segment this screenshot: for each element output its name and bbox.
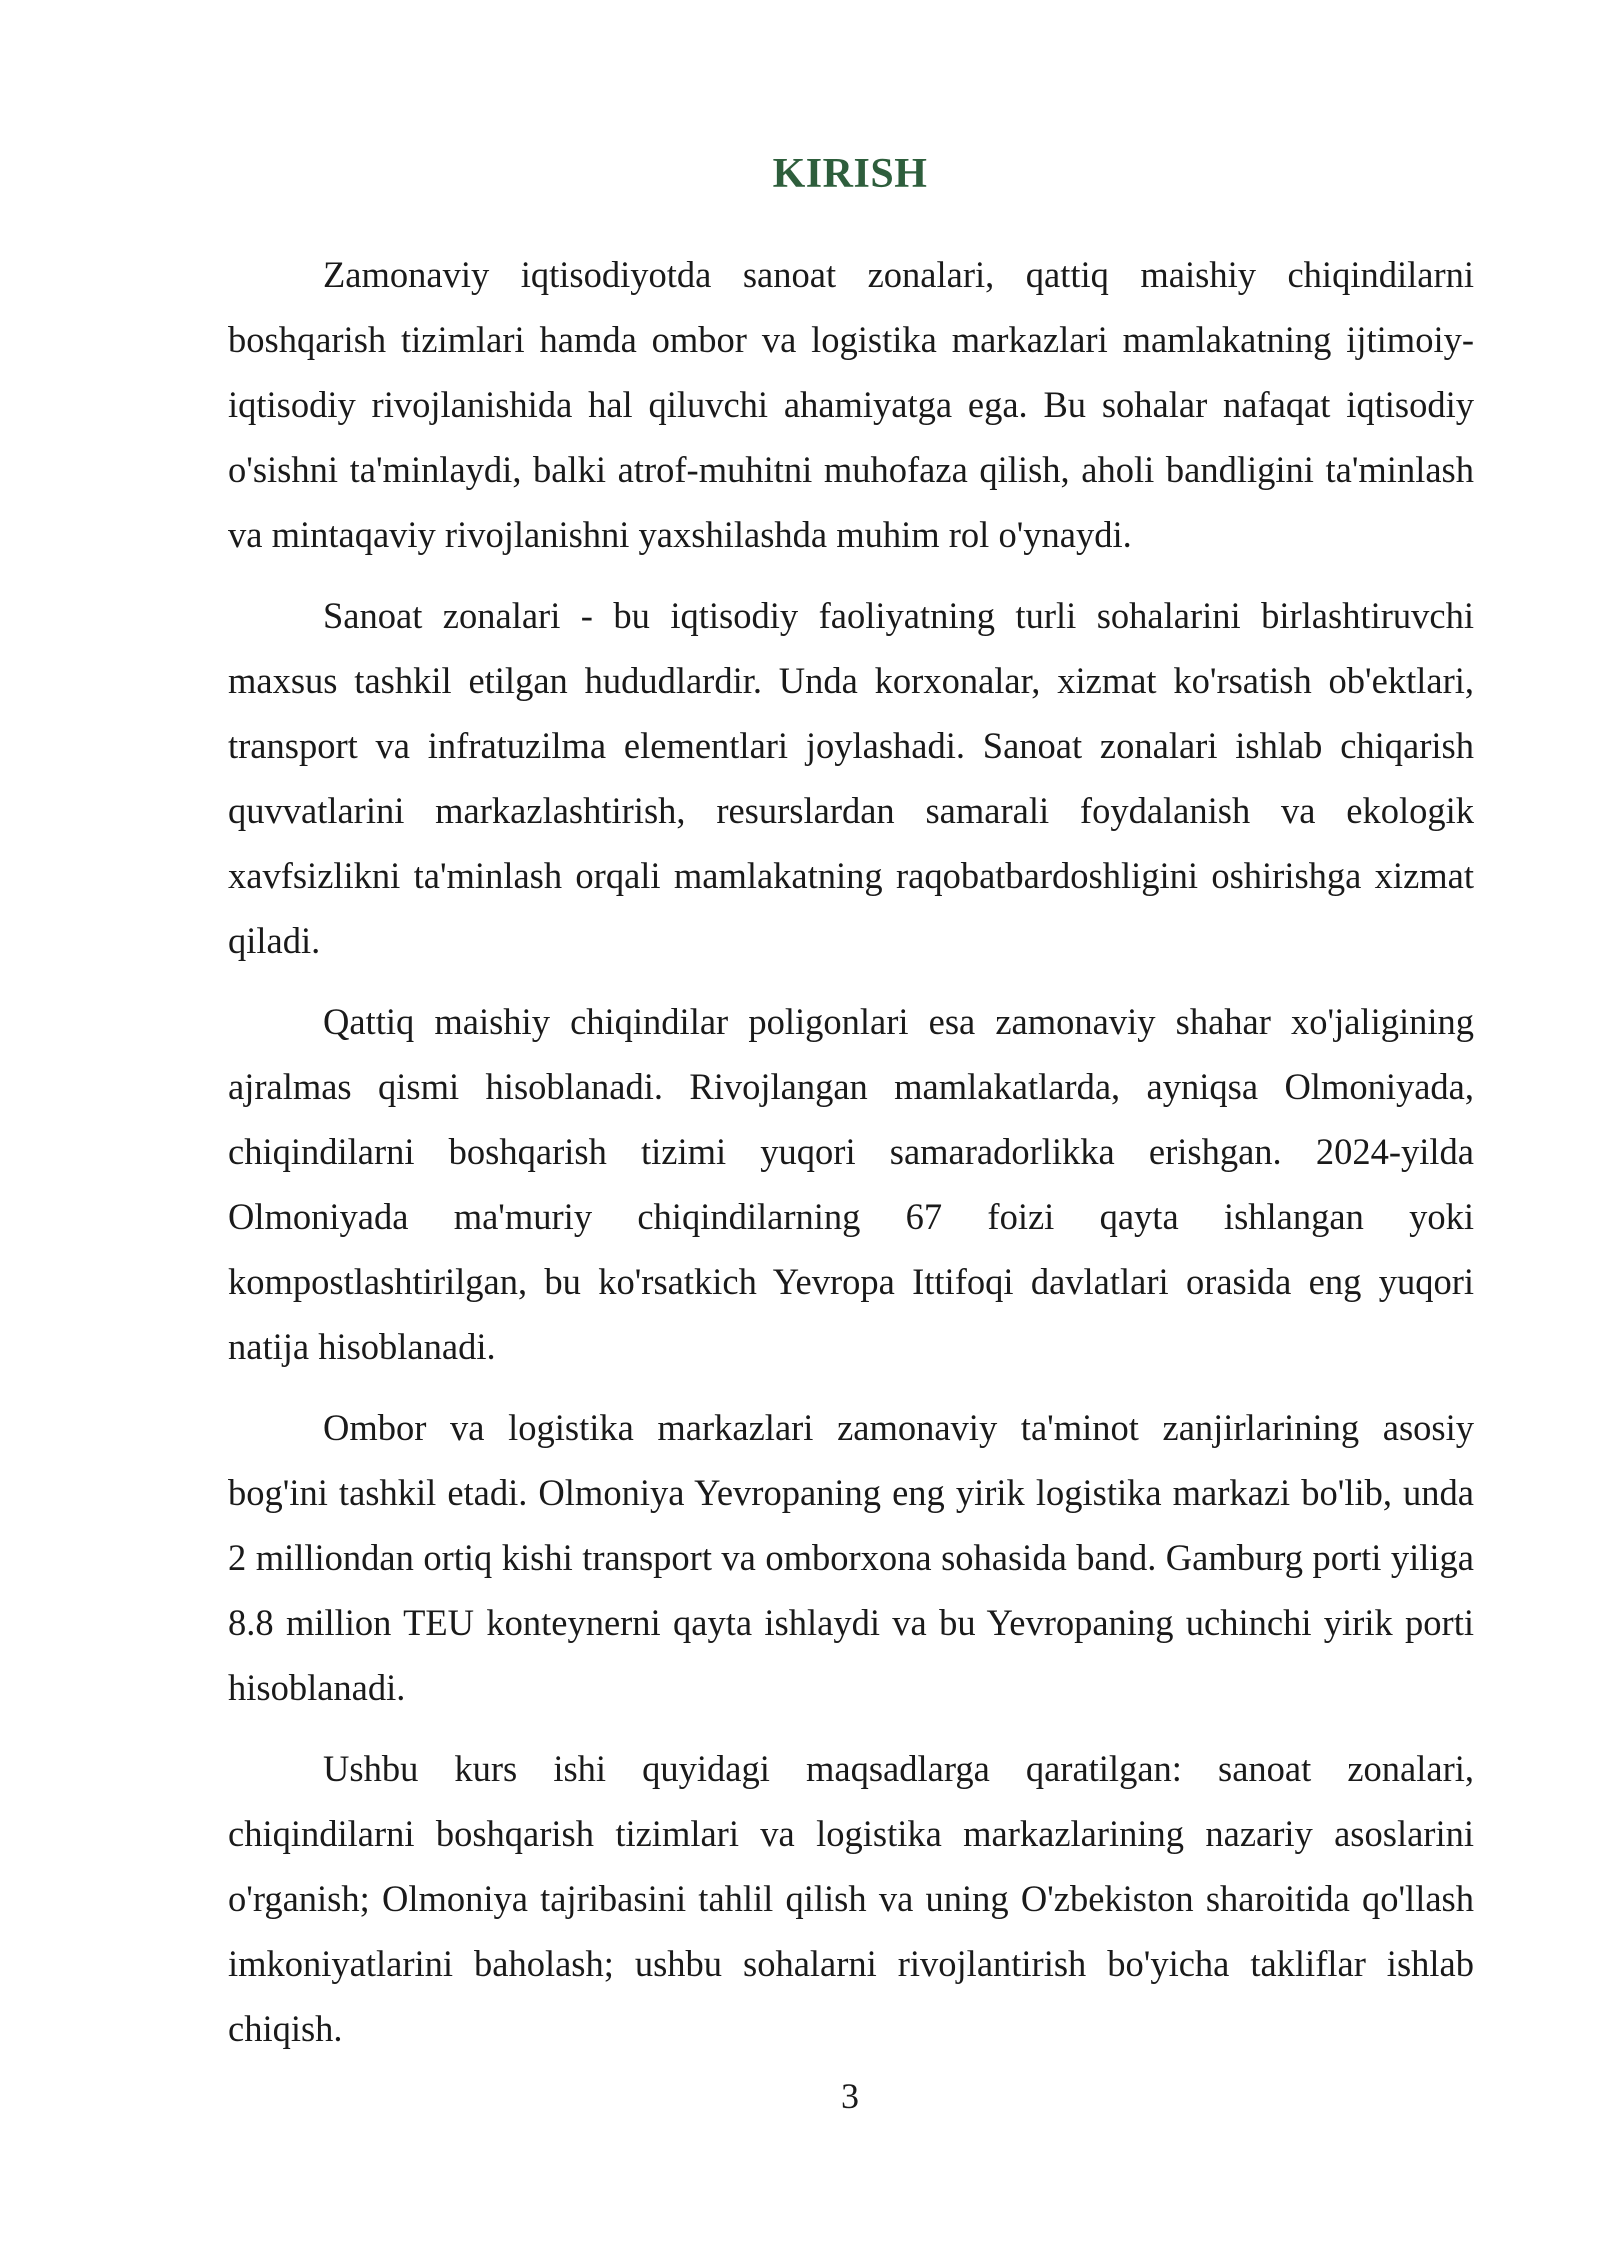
section-title: KIRISH — [772, 151, 928, 197]
body-text — [228, 242, 1474, 2077]
paragraph-logistics-centers: Ombor va logistika markazlari zamonaviy ta'minot zanjirlarining asosiy bog'ini tashkil etadi. Olmoniya Yevropaning eng yirik logistika markazi bo'lib, unda 2 milliondan ortiq kishi transport va omborxona sohasida band. Gamburg porti yiliga 8.8 million TEU konteynerni qayta ishlaydi va bu Yevropaning uchinchi yirik porti hisoblanadi. — [228, 1407, 1474, 1708]
paragraph-intro: Zamonaviy iqtisodiyotda sanoat zonalari, qattiq maishiy chiqindilarni boshqarish tizimlari hamda ombor va logistika markazlari mamlakatning ijtimoiy-iqtisodiy rivojlanishida hal qiluvchi ahamiyatga ega. Bu sohalar nafaqat iqtisodiy o'sishni ta'minlaydi, balki atrof-muhitni muhofaza qilish, aholi bandligini ta'minlash va mintaqaviy rivojlanishni yaxshilashda muhim rol o'ynaydi. — [228, 254, 1474, 555]
paragraph-waste-landfills: Qattiq maishiy chiqindilar poligonlari esa zamonaviy shahar xo'jaligining ajralmas qismi hisoblanadi. Rivojlangan mamlakatlarda, ayniqsa Olmoniyada, chiqindilarni boshqarish tizimi yuqori samaradorlikka erishgan. 2024-yilda Olmoniyada ma'muriy chiqindilarning 67 foizi qayta ishlangan yoki kompostlashtirilgan, bu ko'rsatkich Yevropa Ittifoqi davlatlari orasida eng yuqori natija hisoblanadi. — [228, 1001, 1474, 1367]
paragraph-industrial-zones: Sanoat zonalari - bu iqtisodiy faoliyatning turli sohalarini birlashtiruvchi maxsus tashkil etilgan hududlardir. Unda korxonalar, xizmat ko'rsatish ob'ektlari, transport va infratuzilma elementlari joylashadi. Sanoat zonalari ishlab chiqarish quvvatlarini markazlashtirish, resurslardan samarali foydalanish va ekologik xavfsizlikni ta'minlash orqali mamlakatning raqobatbardoshligini oshirishga xizmat qiladi. — [228, 595, 1474, 961]
page-number: 3 — [841, 2076, 859, 2116]
paragraph-course-goals: Ushbu kurs ishi quyidagi maqsadlarga qaratilgan: sanoat zonalari, chiqindilarni boshqarish tizimlari va logistika markazlarining nazariy asoslarini o'rganish; Olmoniya tajribasini tahlil qilish va uning O'zbekiston sharoitida qo'llash imkoniyatlarini baholash; ushbu sohalarni rivojlantirish bo'yicha takliflar ishlab chiqish. — [228, 1748, 1474, 2049]
